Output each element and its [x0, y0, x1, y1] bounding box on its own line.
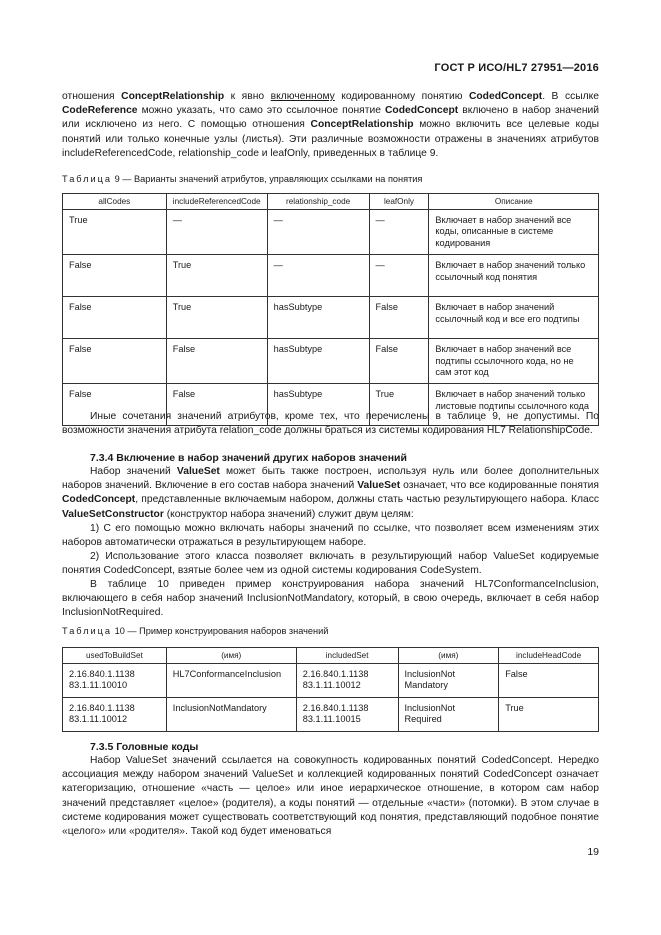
- column-header: (имя): [398, 648, 499, 664]
- column-header: includeReferencedCode: [166, 194, 267, 210]
- paragraph: [62, 465, 599, 522]
- table-cell: False: [166, 339, 267, 384]
- column-header: includedSet: [296, 648, 398, 664]
- table-cell: 2.16.840.1.1138 83.1.11.10012: [63, 697, 167, 731]
- document-header: ГОСТ Р ИСО/HL7 27951—2016: [434, 62, 599, 74]
- table-cell: False: [63, 384, 167, 426]
- term: ConceptRelationship: [121, 91, 225, 102]
- table-cell: hasSubtype: [267, 339, 369, 384]
- page-number: 19: [587, 846, 599, 858]
- table-cell: 2.16.840.1.1138 83.1.11.10012: [296, 664, 398, 698]
- term: ValueSetConstructor: [62, 508, 164, 520]
- text: . В ссылке: [542, 91, 599, 102]
- paragraph-after-table9: Иные сочетания значений атрибутов, кроме тех, что перечислены в таблице 9, не допустимы. По возможности значения атрибута relation_code должны браться из системы кодирования HL7 RelationshipCode.: [62, 411, 599, 437]
- table-cell: InclusionNot Mandatory: [398, 664, 499, 698]
- text: может быть также построен, используя нуль или более дополнительных наборов значений. Включение в его состав набора значений: [62, 466, 599, 492]
- table-cell: False: [63, 255, 167, 297]
- term: CodedConcept: [62, 494, 136, 506]
- term: ConceptRelationship: [310, 119, 414, 131]
- column-header: relationship_code: [267, 194, 369, 210]
- text: , представленные включаемым набором, должны стать частью результирующего набора. Класс: [135, 494, 599, 506]
- table-cell: False: [63, 297, 167, 339]
- column-header: usedToBuildSet: [63, 648, 167, 664]
- table-cell: hasSubtype: [267, 384, 369, 426]
- table-cell: —: [369, 255, 429, 297]
- table-9: [62, 193, 599, 426]
- paragraph: Набор ValueSet значений ссылается на совокупность кодированных понятий CodedConcept. Нередко ассоциация между набором значений ValueSet и коллекцией кодированных понятий CodedConcept означает категоризацию, отношение «часть — целое» или иное иерархическое отношение, в котором сам набор значений представляет «целое» (родителя), а коды понятий — отдельные «части» (потомки). В этом случае в системе кодирования может существовать соответствующий код понятия, представляющий подобное понятие «целого» или «родителя». Такой код будет именоваться: [62, 755, 599, 838]
- table-cell: False: [369, 339, 429, 384]
- term: ValueSet: [357, 480, 401, 492]
- text: Набор значений: [90, 466, 177, 477]
- table-row: [63, 664, 599, 698]
- table-cell: —: [267, 255, 369, 297]
- table-cell: True: [63, 210, 167, 255]
- text: к явно: [224, 91, 271, 102]
- table-cell: False: [499, 664, 599, 698]
- table-cell: False: [369, 297, 429, 339]
- column-header: allCodes: [63, 194, 167, 210]
- paragraph: 2) Использование этого класса позволяет включать в результирующий набор ValueSet кодируемые понятия CodedConcept, взятые более чем из одной системы кодирования CodeSystem.: [62, 551, 599, 577]
- table-cell: Включает в набор значений все подтипы ссылочного кода, но не сам этот код: [429, 339, 599, 384]
- text: означает, что все кодированные понятия: [400, 480, 599, 492]
- table-row: [63, 210, 599, 255]
- table-row: [63, 297, 599, 339]
- table-row: [63, 255, 599, 297]
- column-header: leafOnly: [369, 194, 429, 210]
- table-cell: Включает в набор значений только листовые подтипы ссылочного кода: [429, 384, 599, 426]
- table-10: [62, 647, 599, 732]
- table-cell: —: [369, 210, 429, 255]
- table-cell: True: [369, 384, 429, 426]
- caption-label: Таблица: [62, 174, 113, 184]
- table-row: [63, 339, 599, 384]
- table-cell: Включает в набор значений все коды, описанные в системе кодирования: [429, 210, 599, 255]
- term: ValueSet: [176, 466, 220, 477]
- table-cell: False: [63, 339, 167, 384]
- table-cell: Включает в набор значений только ссылочный код понятия: [429, 255, 599, 297]
- table-cell: Включает в набор значений ссылочный код и все его подтипы: [429, 297, 599, 339]
- table-cell: True: [166, 297, 267, 339]
- text: (конструктор набора значений) служит двум целям:: [163, 508, 414, 520]
- table-cell: False: [166, 384, 267, 426]
- table-header-row: [63, 648, 599, 664]
- table-cell: 2.16.840.1.1138 83.1.11.10010: [63, 664, 167, 698]
- text: кодированному понятию: [334, 91, 469, 102]
- table-cell: 2.16.840.1.1138 83.1.11.10015: [296, 697, 398, 731]
- term: CodeReference: [62, 105, 138, 117]
- caption-text: 9 — Варианты значений атрибутов, управляющих ссылками на понятия: [114, 174, 423, 184]
- caption-label: Таблица: [62, 626, 113, 636]
- paragraph: 1) С его помощью можно включать наборы значений по ссылке, что позволяет всем изменениям этих наборов автоматически отражаться в результирующем наборе.: [62, 523, 599, 549]
- caption-text: 10 — Пример конструирования наборов значений: [114, 626, 329, 636]
- table9-caption: [62, 174, 422, 184]
- table-cell: HL7ConformanceInclusion: [166, 664, 296, 698]
- column-header: Описание: [429, 194, 599, 210]
- term: CodedConcept: [468, 91, 543, 102]
- intro-paragraph: [62, 90, 599, 161]
- table-cell: True: [166, 255, 267, 297]
- text: отношения: [62, 91, 122, 102]
- text: включено в набор значений или исключено из него. С помощью отношения: [62, 105, 600, 131]
- table10-caption: [62, 626, 328, 636]
- text: можно включить все целевые коды понятий или только конечные узлы (листья). Эти различные возможности отражены в значениях атрибутов includeReferencedCode, relationship_code и leafOnly, приведенных в таблице 9.: [62, 119, 599, 159]
- column-header: (имя): [166, 648, 296, 664]
- table-cell: InclusionNotMandatory: [166, 697, 296, 731]
- table-cell: —: [166, 210, 267, 255]
- term: CodedConcept: [385, 105, 459, 117]
- paragraph: В таблице 10 приведен пример конструирования набора значений HL7ConformanceInclusion, включающего в себя набор значений InclusionNotMandatory, который, в свою очередь, включает в себя набор InclusionNotRequired.: [62, 579, 599, 619]
- table-cell: hasSubtype: [267, 297, 369, 339]
- table-cell: —: [267, 210, 369, 255]
- section-heading-7-3-5: 7.3.5 Головные коды: [90, 741, 199, 753]
- underlined-word: включенному: [270, 91, 335, 102]
- table-header-row: [63, 194, 599, 210]
- text: можно указать, что само это ссылочное понятие: [137, 105, 385, 117]
- table-cell: True: [499, 697, 599, 731]
- section-heading-7-3-4: 7.3.4 Включение в набор значений других наборов значений: [90, 452, 407, 464]
- table-cell: InclusionNot Required: [398, 697, 499, 731]
- column-header: includeHeadCode: [499, 648, 599, 664]
- table-row: [63, 697, 599, 731]
